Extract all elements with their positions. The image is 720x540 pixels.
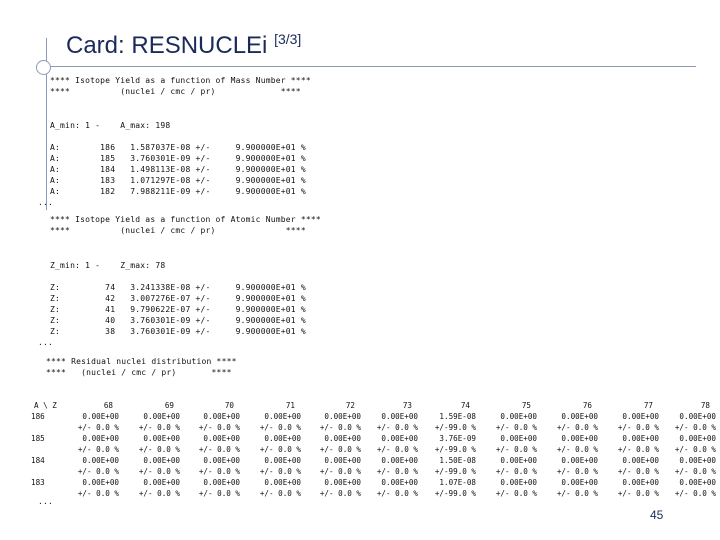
residual-value-cell: 0.00E+00 bbox=[203, 412, 240, 421]
residual-value-cell: 0.00E+00 bbox=[679, 478, 716, 487]
residual-value-cell: 1.07E-08 bbox=[439, 478, 476, 487]
residual-value-cell: 0.00E+00 bbox=[143, 456, 180, 465]
residual-error-cell: +/- 0.0 % bbox=[138, 445, 180, 454]
atomic-row: Z: 41 9.790622E-07 +/- 9.900000E+01 % bbox=[50, 305, 306, 314]
residual-value-cell: 0.00E+00 bbox=[203, 456, 240, 465]
residual-value-cell: 0.00E+00 bbox=[500, 434, 537, 443]
residual-value-cell: 0.00E+00 bbox=[500, 412, 537, 421]
residual-z-header: 76 bbox=[582, 401, 592, 410]
residual-error-cell: +/- 0.0 % bbox=[556, 423, 598, 432]
decorative-horizontal-line bbox=[36, 66, 696, 67]
residual-value-cell: 0.00E+00 bbox=[203, 478, 240, 487]
residual-z-header: 74 bbox=[460, 401, 470, 410]
residual-error-cell: +/-99.0 % bbox=[434, 445, 476, 454]
residual-value-cell: 0.00E+00 bbox=[143, 412, 180, 421]
residual-error-cell: +/- 0.0 % bbox=[259, 445, 301, 454]
residual-value-cell: 0.00E+00 bbox=[264, 478, 301, 487]
residual-value-cell: 0.00E+00 bbox=[203, 434, 240, 443]
residual-value-cell: 0.00E+00 bbox=[264, 456, 301, 465]
residual-value-cell: 1.59E-08 bbox=[439, 412, 476, 421]
residual-error-cell: +/- 0.0 % bbox=[376, 423, 418, 432]
residual-error-cell: +/- 0.0 % bbox=[617, 489, 659, 498]
residual-error-cell: +/- 0.0 % bbox=[259, 489, 301, 498]
residual-value-cell: 0.00E+00 bbox=[324, 456, 361, 465]
residual-error-cell: +/- 0.0 % bbox=[617, 423, 659, 432]
residual-corner-label: A \ Z bbox=[34, 401, 57, 410]
residual-header-1: **** Residual nuclei distribution **** bbox=[46, 357, 237, 366]
residual-error-cell: +/- 0.0 % bbox=[319, 489, 361, 498]
mass-row: A: 182 7.988211E-09 +/- 9.900000E+01 % bbox=[50, 187, 306, 196]
residual-z-header: 72 bbox=[345, 401, 355, 410]
residual-value-cell: 0.00E+00 bbox=[500, 478, 537, 487]
residual-value-cell: 0.00E+00 bbox=[622, 434, 659, 443]
residual-value-cell: 0.00E+00 bbox=[679, 456, 716, 465]
residual-error-cell: +/- 0.0 % bbox=[376, 445, 418, 454]
mass-row: A: 184 1.498113E-08 +/- 9.900000E+01 % bbox=[50, 165, 306, 174]
residual-error-cell: +/- 0.0 % bbox=[674, 423, 716, 432]
residual-value-cell: 0.00E+00 bbox=[324, 478, 361, 487]
residual-error-cell: +/- 0.0 % bbox=[495, 423, 537, 432]
residual-error-cell: +/- 0.0 % bbox=[198, 467, 240, 476]
residual-error-cell: +/- 0.0 % bbox=[674, 467, 716, 476]
residual-value-cell: 0.00E+00 bbox=[324, 434, 361, 443]
residual-error-cell: +/- 0.0 % bbox=[259, 423, 301, 432]
residual-value-cell: 0.00E+00 bbox=[622, 478, 659, 487]
mass-row: A: 186 1.587037E-08 +/- 9.900000E+01 % bbox=[50, 143, 306, 152]
atomic-row: Z: 74 3.241338E-08 +/- 9.900000E+01 % bbox=[50, 283, 306, 292]
residual-error-cell: +/- 0.0 % bbox=[77, 423, 119, 432]
residual-error-cell: +/-99.0 % bbox=[434, 423, 476, 432]
residual-a-label: 184 bbox=[31, 456, 45, 465]
mass-row: A: 183 1.071297E-08 +/- 9.900000E+01 % bbox=[50, 176, 306, 185]
slide-title bbox=[66, 32, 301, 60]
atomic-row: Z: 40 3.760301E-09 +/- 9.900000E+01 % bbox=[50, 316, 306, 325]
residual-value-cell: 0.00E+00 bbox=[264, 412, 301, 421]
residual-error-cell: +/- 0.0 % bbox=[617, 445, 659, 454]
residual-ellipsis: ... bbox=[38, 497, 54, 506]
residual-error-cell: +/- 0.0 % bbox=[319, 423, 361, 432]
residual-value-cell: 0.00E+00 bbox=[561, 412, 598, 421]
residual-error-cell: +/- 0.0 % bbox=[617, 467, 659, 476]
residual-value-cell: 0.00E+00 bbox=[561, 478, 598, 487]
mass-header-2: **** (nuclei / cmc / pr) **** bbox=[50, 87, 301, 96]
residual-error-cell: +/-99.0 % bbox=[434, 467, 476, 476]
residual-z-header: 77 bbox=[643, 401, 653, 410]
residual-value-cell: 3.76E-09 bbox=[439, 434, 476, 443]
residual-value-cell: 0.00E+00 bbox=[143, 434, 180, 443]
residual-value-cell: 0.00E+00 bbox=[561, 456, 598, 465]
residual-value-cell: 0.00E+00 bbox=[381, 412, 418, 421]
residual-value-cell: 0.00E+00 bbox=[82, 412, 119, 421]
residual-header-2: **** (nuclei / cmc / pr) **** bbox=[46, 368, 232, 377]
residual-z-header: 78 bbox=[700, 401, 710, 410]
atomic-header-1: **** Isotope Yield as a function of Atomic Number **** bbox=[50, 215, 321, 224]
residual-value-cell: 0.00E+00 bbox=[264, 434, 301, 443]
residual-value-cell: 0.00E+00 bbox=[679, 434, 716, 443]
residual-a-label: 186 bbox=[31, 412, 45, 421]
residual-error-cell: +/-99.0 % bbox=[434, 489, 476, 498]
residual-error-cell: +/- 0.0 % bbox=[138, 489, 180, 498]
mass-header-1: **** Isotope Yield as a function of Mass Number **** bbox=[50, 76, 311, 85]
residual-z-header: 70 bbox=[224, 401, 234, 410]
residual-a-label: 183 bbox=[31, 478, 45, 487]
residual-z-header: 75 bbox=[521, 401, 531, 410]
residual-error-cell: +/- 0.0 % bbox=[376, 489, 418, 498]
residual-value-cell: 0.00E+00 bbox=[500, 456, 537, 465]
residual-error-cell: +/- 0.0 % bbox=[674, 489, 716, 498]
residual-error-cell: +/- 0.0 % bbox=[495, 489, 537, 498]
mass-ellipsis: ... bbox=[38, 198, 54, 207]
atomic-ellipsis: ... bbox=[38, 338, 54, 347]
page-number: 45 bbox=[650, 508, 664, 522]
decorative-circle bbox=[36, 60, 51, 75]
atomic-header-2: **** (nuclei / cmc / pr) **** bbox=[50, 226, 306, 235]
residual-error-cell: +/- 0.0 % bbox=[77, 445, 119, 454]
residual-value-cell: 0.00E+00 bbox=[561, 434, 598, 443]
residual-value-cell: 0.00E+00 bbox=[622, 412, 659, 421]
atomic-row: Z: 42 3.007276E-07 +/- 9.900000E+01 % bbox=[50, 294, 306, 303]
title-suffix: [3/3] bbox=[274, 31, 302, 47]
residual-error-cell: +/- 0.0 % bbox=[495, 445, 537, 454]
residual-error-cell: +/- 0.0 % bbox=[674, 445, 716, 454]
residual-error-cell: +/- 0.0 % bbox=[556, 445, 598, 454]
residual-value-cell: 1.50E-08 bbox=[439, 456, 476, 465]
residual-value-cell: 0.00E+00 bbox=[381, 456, 418, 465]
residual-value-cell: 0.00E+00 bbox=[82, 478, 119, 487]
residual-error-cell: +/- 0.0 % bbox=[138, 423, 180, 432]
residual-error-cell: +/- 0.0 % bbox=[77, 489, 119, 498]
mass-range: A_min: 1 - A_max: 198 bbox=[50, 121, 171, 130]
residual-error-cell: +/- 0.0 % bbox=[556, 489, 598, 498]
residual-error-cell: +/- 0.0 % bbox=[319, 467, 361, 476]
residual-a-label: 185 bbox=[31, 434, 45, 443]
residual-value-cell: 0.00E+00 bbox=[143, 478, 180, 487]
residual-z-header: 71 bbox=[285, 401, 295, 410]
residual-error-cell: +/- 0.0 % bbox=[138, 467, 180, 476]
residual-error-cell: +/- 0.0 % bbox=[198, 489, 240, 498]
atomic-row: Z: 38 3.760301E-09 +/- 9.900000E+01 % bbox=[50, 327, 306, 336]
residual-value-cell: 0.00E+00 bbox=[324, 412, 361, 421]
residual-value-cell: 0.00E+00 bbox=[82, 456, 119, 465]
title-text: Card: RESNUCLEi bbox=[66, 32, 268, 59]
residual-value-cell: 0.00E+00 bbox=[679, 412, 716, 421]
residual-value-cell: 0.00E+00 bbox=[381, 434, 418, 443]
residual-error-cell: +/- 0.0 % bbox=[198, 423, 240, 432]
residual-error-cell: +/- 0.0 % bbox=[319, 445, 361, 454]
residual-error-cell: +/- 0.0 % bbox=[376, 467, 418, 476]
residual-z-header: 69 bbox=[164, 401, 174, 410]
atomic-range: Z_min: 1 - Z_max: 78 bbox=[50, 261, 166, 270]
residual-z-header: 73 bbox=[402, 401, 412, 410]
residual-value-cell: 0.00E+00 bbox=[381, 478, 418, 487]
mass-row: A: 185 3.760301E-09 +/- 9.900000E+01 % bbox=[50, 154, 306, 163]
residual-error-cell: +/- 0.0 % bbox=[198, 445, 240, 454]
residual-error-cell: +/- 0.0 % bbox=[556, 467, 598, 476]
residual-z-header: 68 bbox=[103, 401, 113, 410]
residual-error-cell: +/- 0.0 % bbox=[259, 467, 301, 476]
residual-value-cell: 0.00E+00 bbox=[82, 434, 119, 443]
residual-value-cell: 0.00E+00 bbox=[622, 456, 659, 465]
residual-error-cell: +/- 0.0 % bbox=[495, 467, 537, 476]
residual-error-cell: +/- 0.0 % bbox=[77, 467, 119, 476]
